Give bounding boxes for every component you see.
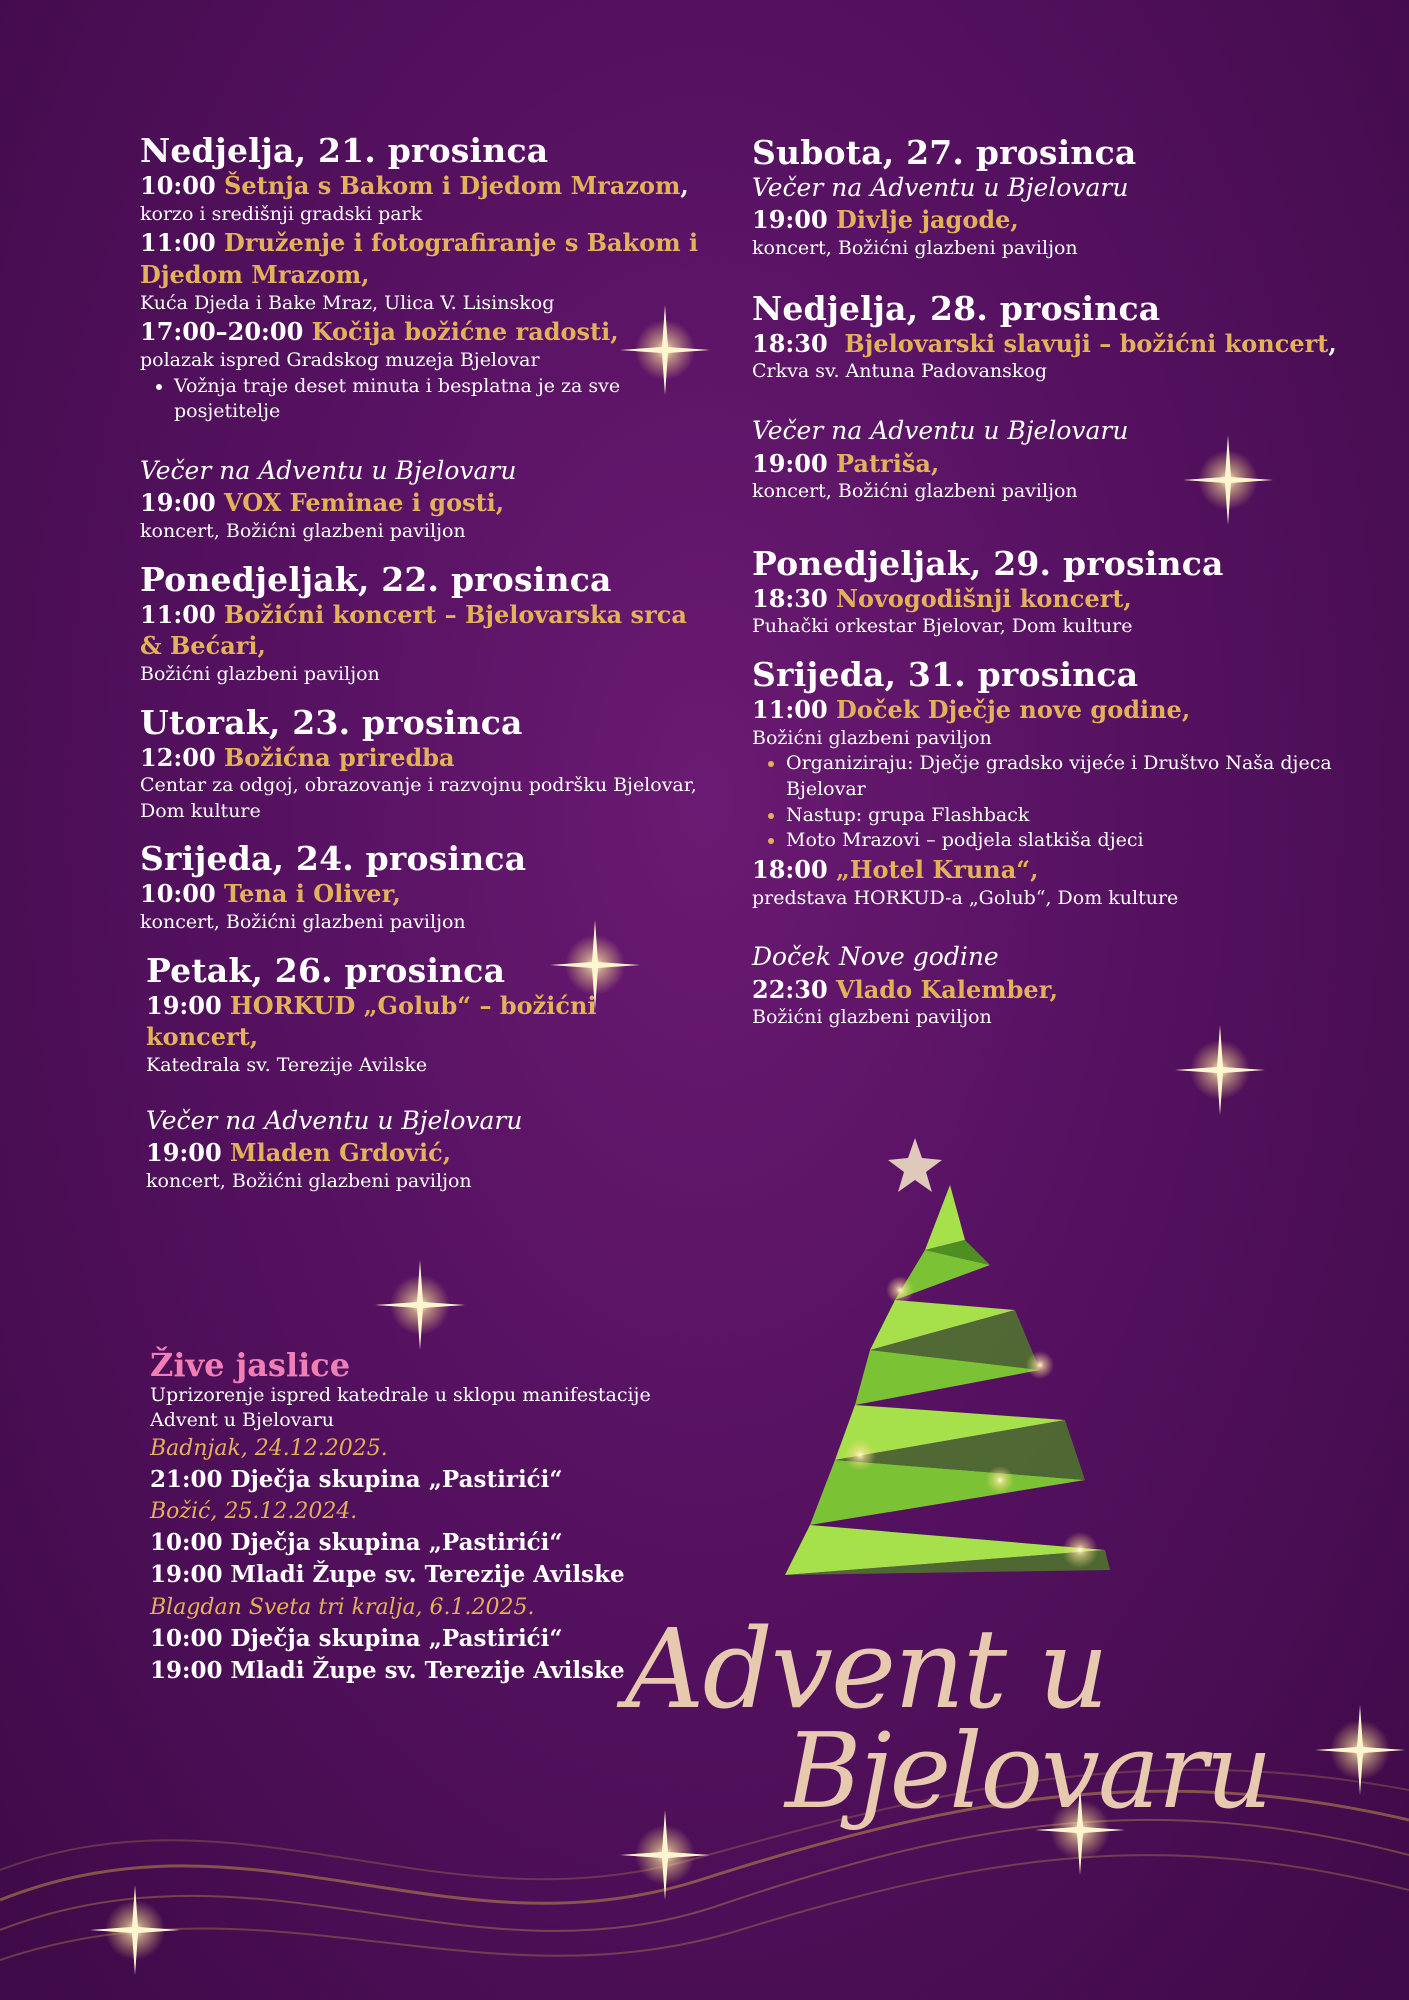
jaslice-line: 19:00 Mladi Župe sv. Terezije Avilske [150,1657,625,1685]
jaslice-title: Žive jaslice [150,1346,351,1384]
event-place: polazak ispred Gradskog muzeja Bjelovar [140,348,540,371]
event-line [752,974,1352,1006]
event-line [752,204,1352,236]
advent-logo [615,1605,1315,1845]
event-time: 11:00 [140,599,216,629]
event-time: 17:00–20:00 [140,317,304,347]
event-time: 11:00 [140,228,216,258]
day-block [140,132,700,545]
jaslice-date: Božić, 25.12.2024. [150,1498,358,1524]
event-line [752,854,1352,886]
evening-label: Večer na Adventu u Bjelovaru [752,416,1129,445]
sparkle-icon [370,1255,470,1355]
event-line [140,227,700,290]
event-line [146,990,700,1053]
event-name: Novogodišnji koncert, [836,583,1132,613]
event-time: 18:00 [752,854,828,884]
event-place: Crkva sv. Antuna Padovanskog [752,360,1048,383]
event-line [140,316,700,348]
event-line [752,448,1352,480]
event-time: 22:30 [752,974,828,1004]
event-name: Božićni koncert – Bjelovarska srca & Bećari, [140,599,687,661]
event-line [140,487,700,519]
day-title: Ponedjeljak, 29. prosinca [752,543,1224,583]
event-name: HORKUD „Golub“ – božićni koncert, [146,990,597,1052]
event-time: 19:00 [146,990,222,1020]
jaslice-line: 10:00 Dječja skupina „Pastirići“ [150,1624,563,1652]
event-place: predstava HORKUD-a „Golub“, Dom kulture [752,886,1179,909]
event-place: Kuća Djeda i Bake Mraz, Ulica V. Lisinskog [140,291,555,314]
event-line [752,328,1352,360]
event-name: Šetnja s Bakom i Djedom Mrazom [224,170,681,200]
evening-label: Večer na Adventu u Bjelovaru [752,172,1129,202]
event-name: Patriša, [836,448,940,478]
event-time: 18:30 [752,583,828,613]
evening-label: Večer na Adventu u Bjelovaru [146,1105,523,1135]
day-block [140,840,700,935]
bullet-list [752,751,1352,854]
event-name: Tena i Oliver, [224,879,401,909]
jaslice-date: Badnjak, 24.12.2025. [150,1435,388,1461]
event-name: Kočija božićne radosti, [311,317,619,347]
event-name: Divlje jagode, [836,205,1019,235]
list-item: • Vožnja traje deset minuta i besplatna je za sve posjetitelje [174,374,700,425]
event-time: 12:00 [140,742,216,772]
event-suffix: , [680,170,689,200]
list-item: • Organiziraju: Dječje gradsko vijeće i Društvo Naša djeca Bjelovar [786,751,1352,802]
event-place: Puhački orkestar Bjelovar, Dom kulture [752,615,1133,638]
event-place: Katedrala sv. Terezije Avilske [146,1053,428,1076]
event-name: Druženje i fotografiranje s Bakom i Djedom Mrazom, [140,228,699,289]
left-column [140,132,700,1210]
event-name: „Hotel Kruna“, [836,854,1039,884]
day-block [752,290,1352,505]
event-time: 11:00 [752,695,828,724]
event-time: 10:00 [140,879,216,909]
event-time: 19:00 [752,205,828,235]
day-block [140,704,700,825]
day-title: Petak, 26. prosinca [146,950,506,990]
event-name: VOX Feminae i gosti, [224,488,505,518]
evening-label: Večer na Adventu u Bjelovaru [140,455,517,485]
event-name: Vlado Kalember, [836,974,1058,1004]
event-time: 19:00 [146,1138,222,1168]
day-title: Utorak, 23. prosinca [140,702,523,742]
christmas-tree-icon [750,1130,1150,1650]
event-name: Doček Dječje nove godine, [836,695,1191,724]
jaslice-line: 21:00 Dječja skupina „Pastirići“ [150,1465,563,1493]
jaslice-date: Blagdan Sveta tri kralja, 6.1.2025. [150,1594,535,1620]
jaslice-line: 19:00 Mladi Župe sv. Terezije Avilske [150,1561,625,1589]
right-column [752,134,1352,1047]
day-block [752,134,1352,262]
event-place: korzo i središnji gradski park [140,202,423,225]
list-item: • Moto Mrazovi – podjela slatkiša djeci [786,828,1352,854]
event-place: koncert, Božićni glazbeni paviljon [140,520,466,542]
sparkle-icon [85,1880,185,1980]
jaslice-section [150,1348,670,1687]
day-block [140,952,700,1195]
day-block [752,545,1352,640]
event-time: 18:30 [752,328,828,358]
event-name: Mladen Grdović, [230,1138,452,1168]
event-line [140,878,700,910]
event-time: 19:00 [140,488,216,518]
event-line [752,583,1352,615]
event-suffix: , [1328,328,1337,358]
logo-line-1: Advent u [625,1605,1107,1733]
event-place: Božićni glazbeni paviljon [752,1006,992,1029]
day-title: Ponedjeljak, 22. prosinca [140,559,612,599]
day-title: Subota, 27. prosinca [752,133,1137,172]
jaslice-line: 10:00 Dječja skupina „Pastirići“ [150,1529,563,1557]
event-time: 10:00 [140,170,216,200]
event-place: koncert, Božićni glazbeni paviljon [146,1169,472,1192]
event-name: Bjelovarski slavuji – božićni koncert [844,328,1329,358]
event-line [752,694,1352,726]
logo-line-2: Bjelovaru [785,1710,1271,1832]
event-place: Božićni glazbeni paviljon [140,662,380,685]
evening-label: Doček Nove godine [752,942,999,972]
event-place: koncert, Božićni glazbeni paviljon [140,911,466,934]
event-place: koncert, Božićni glazbeni paviljon [752,480,1078,503]
bullet-list [140,374,700,425]
day-block [140,561,700,688]
day-title: Srijeda, 24. prosinca [140,839,527,879]
event-place: koncert, Božićni glazbeni paviljon [752,237,1078,260]
event-line [140,599,700,662]
day-title: Nedjelja, 28. prosinca [752,288,1161,328]
list-item: • Nastup: grupa Flashback [786,803,1352,829]
day-title: Srijeda, 31. prosinca [752,655,1139,695]
jaslice-description: Uprizorenje ispred katedrale u sklopu manifestacije Advent u Bjelovaru [150,1384,651,1431]
event-line [146,1137,700,1169]
event-line [140,170,700,202]
sparkle-icon [1310,1700,1409,1800]
event-name: Božićna priredba [224,742,455,772]
event-place: Božićni glazbeni paviljon [752,726,992,749]
event-line [140,742,700,774]
event-time: 19:00 [752,448,828,478]
day-block [752,656,1352,1031]
day-title: Nedjelja, 21. prosinca [140,131,549,170]
event-place: Centar za odgoj, obrazovanje i razvojnu podršku Bjelovar, Dom kulture [140,774,697,822]
